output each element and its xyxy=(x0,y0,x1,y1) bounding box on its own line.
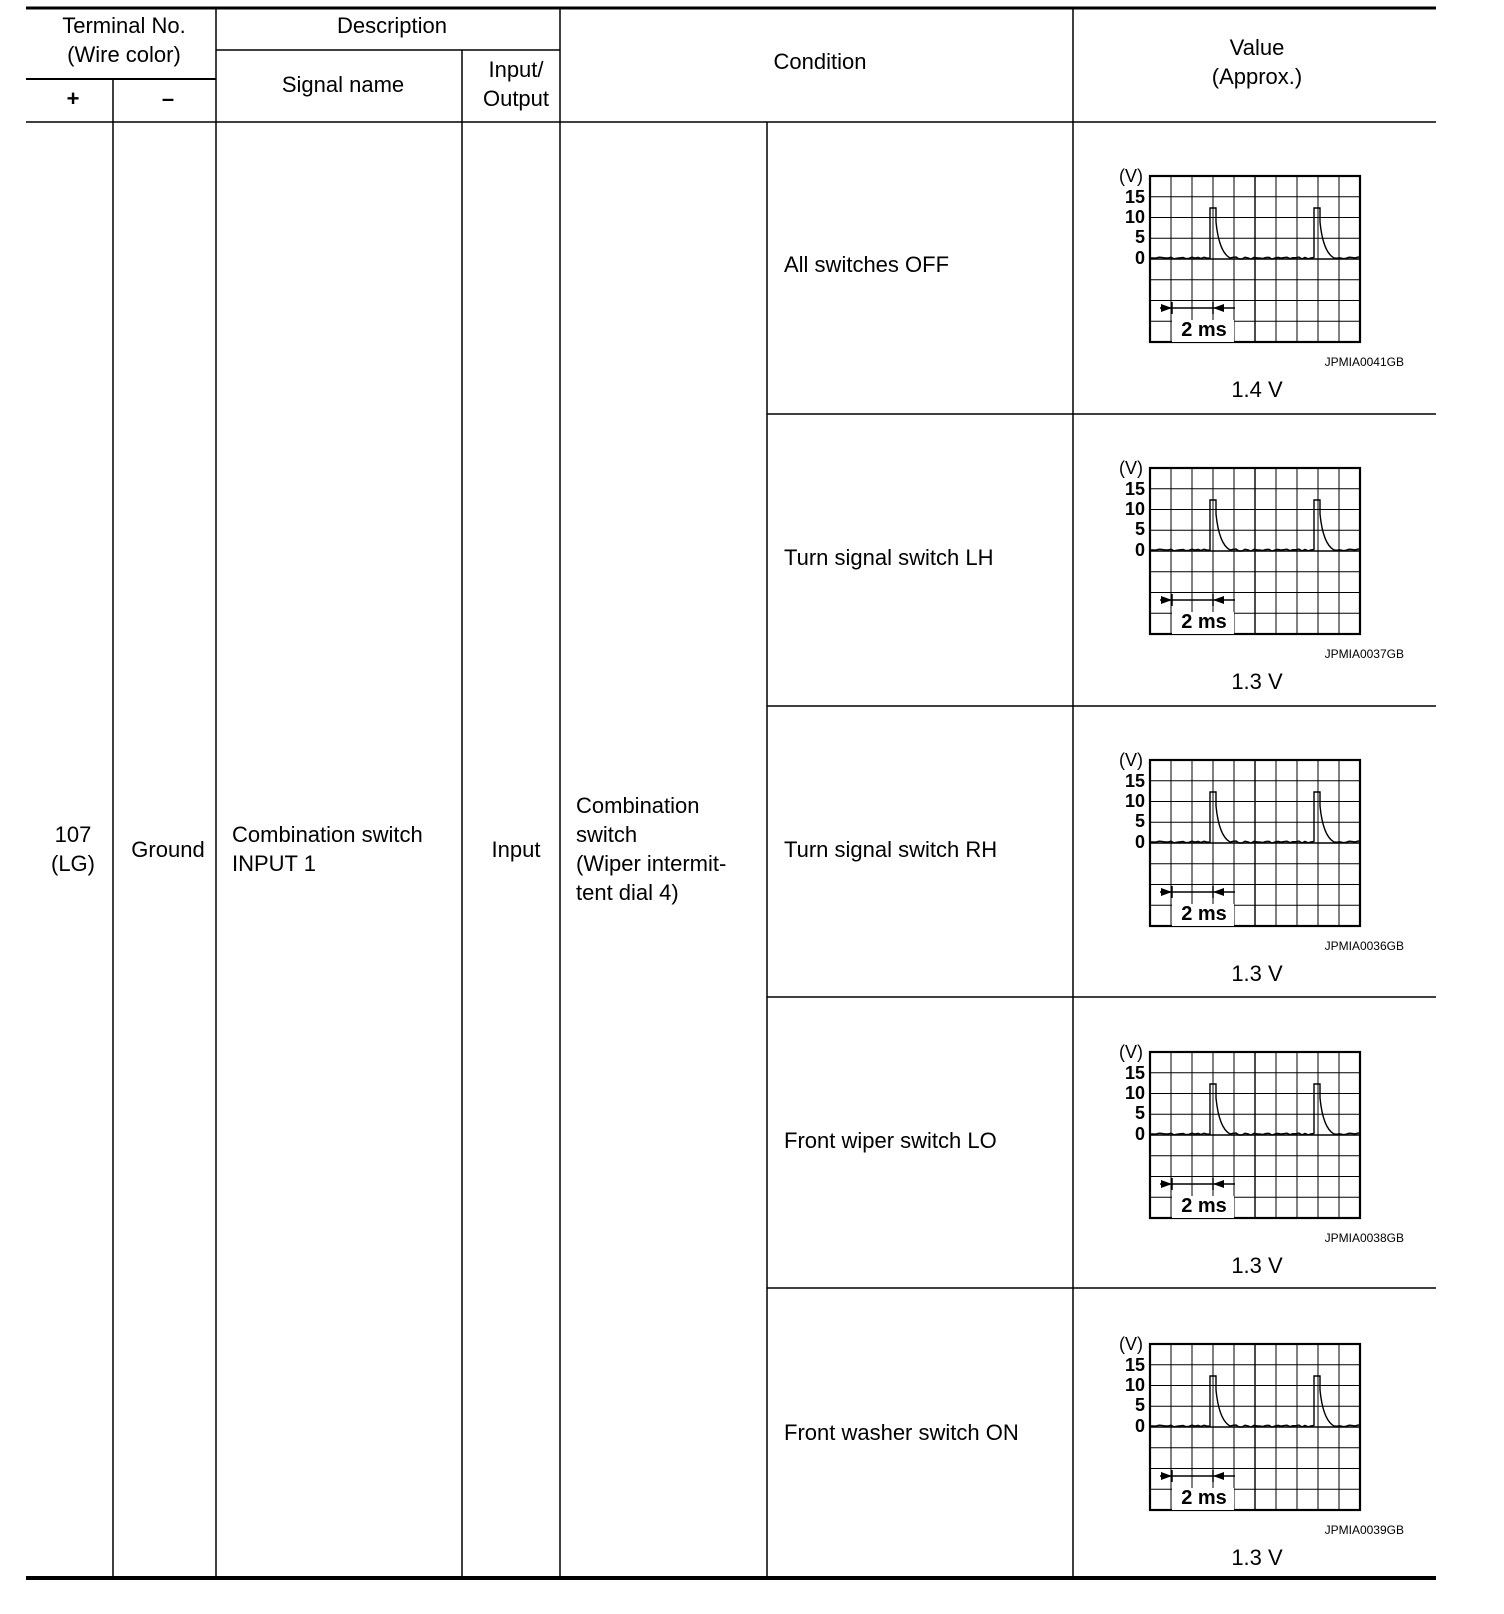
scope-unit-label: (V) xyxy=(1119,750,1143,770)
scope-tick-label: 5 xyxy=(1134,1395,1145,1415)
subcondition-label: Turn signal switch RH xyxy=(784,837,998,862)
scope-tick-label: 5 xyxy=(1134,227,1145,247)
scope-tick-label: 10 xyxy=(1124,207,1145,227)
scope-tick-label: 10 xyxy=(1124,1375,1145,1395)
condition-line1: Combination xyxy=(576,793,700,818)
condition-heading: Condition xyxy=(773,49,867,74)
oscilloscope-figure xyxy=(1119,750,1404,986)
condition-line4: tent dial 4) xyxy=(576,880,679,905)
approx-value: 1.4 V xyxy=(1231,377,1283,402)
terminal-minus: Ground xyxy=(131,837,205,862)
table-header xyxy=(62,13,1302,111)
approx-value: 1.3 V xyxy=(1231,961,1283,986)
scope-tick-label: 5 xyxy=(1134,811,1145,831)
figure-id: JPMIA0037GB xyxy=(1324,647,1404,661)
input-output-heading-line1: Input/ xyxy=(488,57,544,82)
signal-name-line2: INPUT 1 xyxy=(232,851,316,876)
oscilloscope-figure xyxy=(1119,166,1404,402)
terminal-no-heading: Terminal No. xyxy=(62,13,186,38)
scope-unit-label: (V) xyxy=(1119,458,1143,478)
arrow-left-icon xyxy=(1213,304,1224,312)
scope-tick-label: 5 xyxy=(1134,519,1145,539)
scope-tick-label: 5 xyxy=(1134,1103,1145,1123)
figure-id: JPMIA0038GB xyxy=(1324,1231,1404,1245)
scope-tick-label: 0 xyxy=(1134,1124,1145,1144)
scope-time-scale: 2 ms xyxy=(1181,1195,1227,1217)
scope-unit-label: (V) xyxy=(1119,166,1143,186)
arrow-left-icon xyxy=(1213,1180,1224,1188)
scope-tick-label: 10 xyxy=(1124,791,1145,811)
value-heading-line1: Value xyxy=(1229,35,1285,60)
input-output-heading-line2: Output xyxy=(482,86,550,111)
minus-heading: – xyxy=(161,86,175,111)
figure-id: JPMIA0036GB xyxy=(1324,939,1404,953)
subcondition-label: All switches OFF xyxy=(784,252,950,277)
description-heading: Description xyxy=(336,13,448,38)
approx-value: 1.3 V xyxy=(1231,669,1283,694)
scope-unit-label: (V) xyxy=(1119,1042,1143,1062)
arrow-right-icon xyxy=(1161,304,1172,312)
scope-tick-label: 15 xyxy=(1124,1063,1145,1083)
arrow-right-icon xyxy=(1161,888,1172,896)
arrow-left-icon xyxy=(1213,888,1224,896)
scope-tick-label: 15 xyxy=(1124,479,1145,499)
subcondition-labels xyxy=(784,252,1019,1445)
scope-tick-label: 15 xyxy=(1124,771,1145,791)
value-heading-line2: (Approx.) xyxy=(1211,64,1303,89)
figure-id: JPMIA0041GB xyxy=(1324,355,1404,369)
arrow-left-icon xyxy=(1213,1472,1224,1480)
condition-line3: (Wiper intermit- xyxy=(576,851,727,876)
condition-line2: switch xyxy=(576,822,638,847)
scope-tick-label: 10 xyxy=(1124,499,1145,519)
figure-id: JPMIA0039GB xyxy=(1324,1523,1404,1537)
scope-time-scale: 2 ms xyxy=(1181,319,1227,341)
arrow-left-icon xyxy=(1213,596,1224,604)
subcondition-label: Front wiper switch LO xyxy=(784,1128,997,1153)
subcondition-label: Front washer switch ON xyxy=(784,1420,1019,1445)
table-row xyxy=(51,793,726,905)
scope-tick-label: 0 xyxy=(1134,540,1145,560)
terminal-plus-wire-color: (LG) xyxy=(51,851,95,876)
arrow-right-icon xyxy=(1161,596,1172,604)
oscilloscope-figure xyxy=(1119,458,1404,694)
table-grid xyxy=(26,8,1436,1578)
scope-time-scale: 2 ms xyxy=(1181,903,1227,925)
approx-value: 1.3 V xyxy=(1231,1545,1283,1570)
scope-time-scale: 2 ms xyxy=(1181,611,1227,633)
io-value: Input xyxy=(491,837,541,862)
scope-tick-label: 0 xyxy=(1134,832,1145,852)
wire-color-heading: (Wire color) xyxy=(67,42,181,67)
scope-tick-label: 0 xyxy=(1134,1416,1145,1436)
scope-unit-label: (V) xyxy=(1119,1334,1143,1354)
arrow-right-icon xyxy=(1161,1180,1172,1188)
scope-tick-label: 15 xyxy=(1124,1355,1145,1375)
terminal-plus-number: 107 xyxy=(54,822,92,847)
scope-tick-label: 10 xyxy=(1124,1083,1145,1103)
subcondition-label: Turn signal switch LH xyxy=(784,545,994,570)
oscilloscope-figure xyxy=(1119,1334,1404,1570)
arrow-right-icon xyxy=(1161,1472,1172,1480)
oscilloscope-figure xyxy=(1119,1042,1404,1278)
scope-tick-label: 15 xyxy=(1124,187,1145,207)
scope-tick-label: 0 xyxy=(1134,248,1145,268)
plus-heading: + xyxy=(66,86,80,111)
signal-name-heading: Signal name xyxy=(281,72,405,97)
approx-value: 1.3 V xyxy=(1231,1253,1283,1278)
scope-time-scale: 2 ms xyxy=(1181,1487,1227,1509)
signal-name-line1: Combination switch xyxy=(232,822,423,847)
